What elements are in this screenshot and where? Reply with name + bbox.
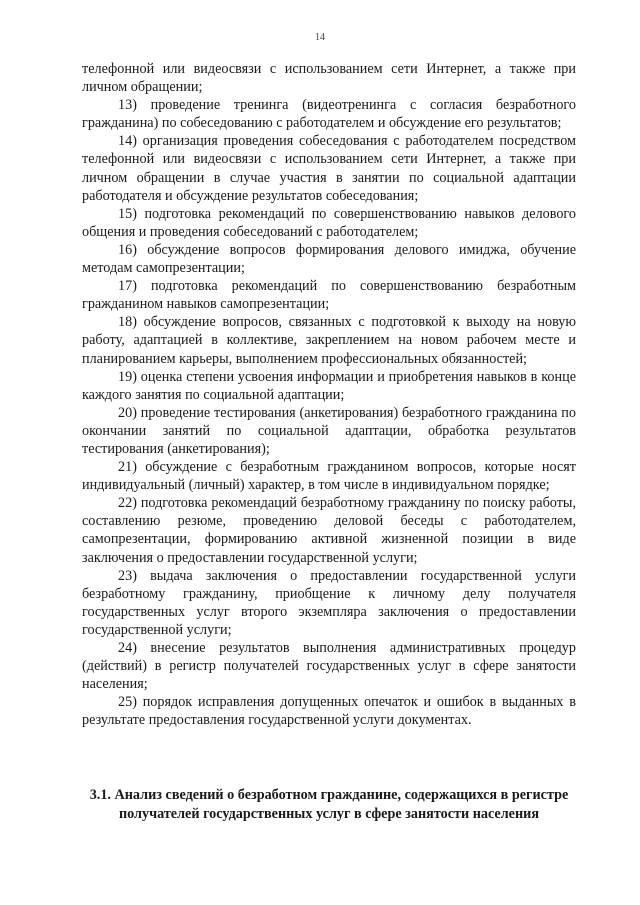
paragraph-continuation: телефонной или видеосвязи с использованием сети Интернет, а также при личном обращении; [82, 61, 576, 96]
list-item-13: 13) проведение тренинга (видеотренинга с согласия безработного гражданина) по собеседованию с работодателем и обсуждение его результатов; [82, 97, 576, 132]
list-item-19: 19) оценка степени усвоения информации и приобретения навыков в конце каждого занятия по социальной адаптации; [82, 368, 576, 403]
list-item-18: 18) обсуждение вопросов, связанных с подготовкой к выходу на новую работу, адаптацией в коллективе, закреплением на новом рабочем месте и планированием карьеры, выполнением профессиональных обязанностей; [82, 314, 576, 367]
list-item-20: 20) проведение тестирования (анкетирования) безработного гражданина по окончании занятий по социальной адаптации, обработка результатов тестирования (анкетирования); [82, 404, 576, 457]
list-item-15: 15) подготовка рекомендаций по совершенствованию навыков делового общения и проведения собеседований с работодателем; [82, 205, 576, 240]
section-heading: 3.1. Анализ сведений о безработном гражданине, содержащихся в регистре получателей государственных услуг в сфере занятости населения [89, 787, 569, 822]
list-item-17: 17) подготовка рекомендаций по совершенствованию безработным гражданином навыков самопрезентации; [82, 278, 576, 313]
list-item-22: 22) подготовка рекомендаций безработному гражданину по поиску работы, составлению резюме, проведению деловой беседы с работодателем, самопрезентации, формированию активной жизненной позиции в виде заключения о предоставлении государственной услуги; [82, 495, 576, 566]
list-item-14: 14) организация проведения собеседования с работодателем посредством телефонной или видеосвязи с использованием сети Интернет, а также при личном обращении в случае участия в занятии по социальной адаптации работодателя и обсуждение результатов собеседования; [82, 133, 576, 204]
list-item-23: 23) выдача заключения о предоставлении государственной услуги безработному гражданину, приобщение к личному делу получателя государственных услуг второго экземпляра заключения о предоставлении государственной услуги; [82, 567, 576, 638]
page-number: 14 [315, 32, 325, 43]
list-item-24: 24) внесение результатов выполнения административных процедур (действий) в регистр получателей государственных услуг в сфере занятости населения; [82, 640, 576, 693]
list-item-21: 21) обсуждение с безработным гражданином вопросов, которые носят индивидуальный (личный) характер, в том числе в индивидуальном порядке; [82, 459, 576, 494]
list-item-25: 25) порядок исправления допущенных опечаток и ошибок в выданных в результате предоставления государственной услуги документах. [82, 694, 576, 729]
body-text [82, 60, 576, 729]
list-item-16: 16) обсуждение вопросов формирования делового имиджа, обучение методам самопрезентации; [82, 241, 576, 277]
